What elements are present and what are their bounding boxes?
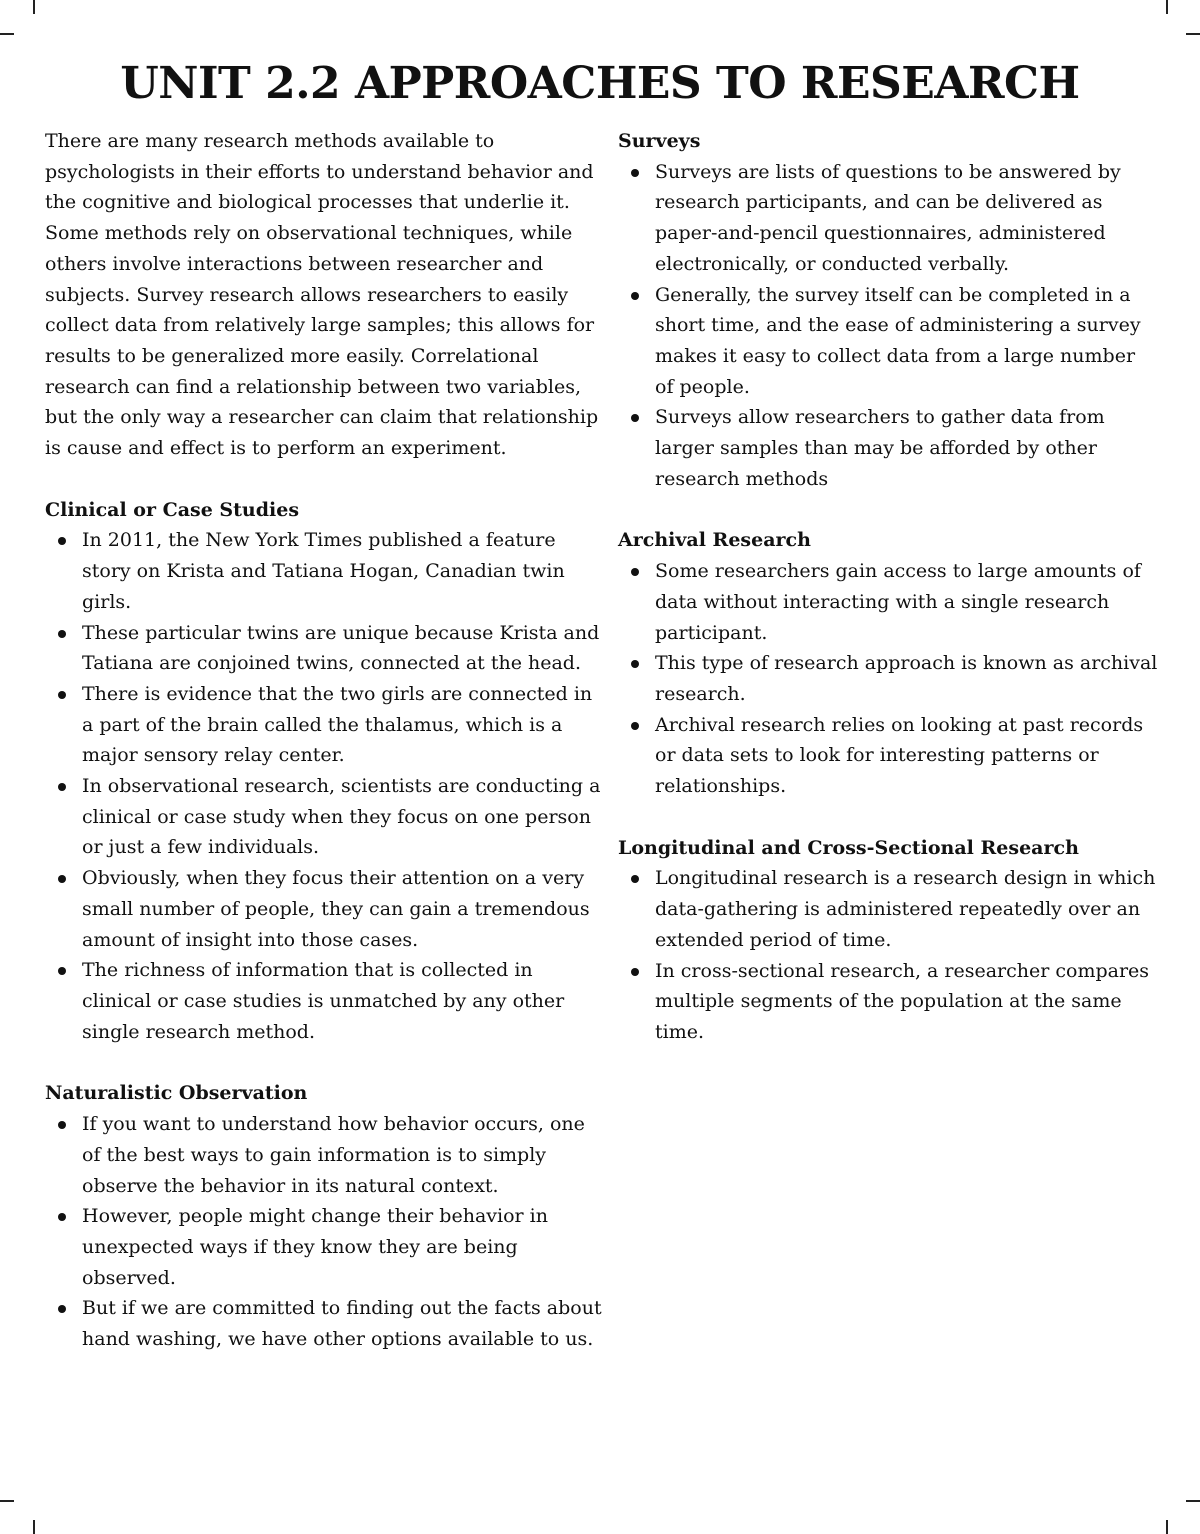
list-item: Longitudinal research is a research design in which data-gathering is administered repeatedly over an extended period of time. <box>655 863 1158 955</box>
crop-mark-bottom-left-h <box>0 1500 14 1502</box>
section-heading: Surveys <box>618 130 701 152</box>
crop-mark-top-left-h <box>0 33 14 35</box>
list-item: There is evidence that the two girls are connected in a part of the brain called the thalamus, which is a major sensory relay center. <box>82 679 605 771</box>
bullet-list <box>618 157 1158 495</box>
section-surveys <box>618 126 1158 494</box>
page-title: UNIT 2.2 APPROACHES TO RESEARCH <box>120 58 1080 109</box>
section-archival <box>618 525 1158 801</box>
section-naturalistic <box>45 1078 605 1354</box>
list-item: Generally, the survey itself can be completed in a short time, and the ease of administering a survey makes it easy to collect data from a large number of people. <box>655 280 1158 403</box>
crop-mark-bottom-right-h <box>1186 1500 1200 1502</box>
list-item: In observational research, scientists are conducting a clinical or case study when they focus on one person or just a few individuals. <box>82 771 605 863</box>
list-item: In cross-sectional research, a researcher compares multiple segments of the population at the same time. <box>655 956 1158 1048</box>
crop-mark-bottom-left-v <box>33 1520 35 1534</box>
list-item: If you want to understand how behavior occurs, one of the best ways to gain information is to simply observe the behavior in its natural context. <box>82 1109 605 1201</box>
right-column <box>618 126 1158 1079</box>
section-heading: Longitudinal and Cross-Sectional Research <box>618 836 1079 859</box>
crop-mark-bottom-right-v <box>1166 1520 1168 1534</box>
crop-mark-top-right-v <box>1166 0 1168 14</box>
crop-mark-top-right-h <box>1186 33 1200 35</box>
crop-mark-top-left-v <box>33 0 35 14</box>
list-item: Surveys allow researchers to gather data from larger samples than may be afforded by other research methods <box>655 402 1158 494</box>
section-longitudinal <box>618 833 1158 1048</box>
intro-paragraph: There are many research methods available to psychologists in their efforts to understand behavior and the cognitive and biological processes that underlie it. Some methods rely on observational techniques, while others involve interactions between researcher and subjects. Survey research allows researchers to easily collect data from relatively large samples; this allows for results to be generalized more easily. Correlational research can find a relationship between two variables, but the only way a researcher can claim that relationship is cause and effect is to perform an experiment. <box>45 130 599 460</box>
section-heading: Clinical or Case Studies <box>45 498 300 521</box>
list-item: However, people might change their behavior in unexpected ways if they know they are being observed. <box>82 1201 605 1293</box>
list-item: Surveys are lists of questions to be answered by research participants, and can be delivered as paper-and-pencil questionnaires, administered electronically, or conducted verbally. <box>655 157 1158 280</box>
list-item: These particular twins are unique because Krista and Tatiana are conjoined twins, connected at the head. <box>82 618 605 679</box>
bullet-list <box>45 1109 605 1355</box>
list-item: Archival research relies on looking at past records or data sets to look for interesting patterns or relationships. <box>655 710 1158 802</box>
list-item: Obviously, when they focus their attention on a very small number of people, they can gain a tremendous amount of insight into those cases. <box>82 863 605 955</box>
list-item: In 2011, the New York Times published a feature story on Krista and Tatiana Hogan, Canadian twin girls. <box>82 525 605 617</box>
section-heading: Naturalistic Observation <box>45 1082 308 1105</box>
bullet-list <box>45 525 605 1047</box>
section-clinical <box>45 495 605 1048</box>
list-item: But if we are committed to finding out the facts about hand washing, we have other options available to us. <box>82 1293 605 1354</box>
list-item: The richness of information that is collected in clinical or case studies is unmatched by any other single research method. <box>82 955 605 1047</box>
list-item: Some researchers gain access to large amounts of data without interacting with a single research participant. <box>655 556 1158 648</box>
section-heading: Archival Research <box>618 529 811 552</box>
left-column <box>45 126 605 1386</box>
bullet-list <box>618 556 1158 802</box>
list-item: This type of research approach is known as archival research. <box>655 648 1158 709</box>
bullet-list <box>618 863 1158 1047</box>
